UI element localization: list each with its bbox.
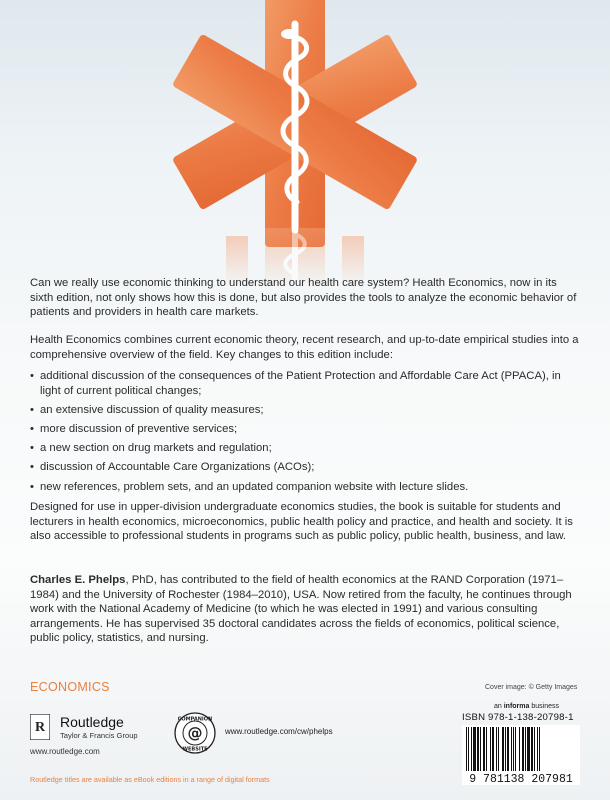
changes-list — [30, 369, 580, 494]
barcode-bar — [537, 727, 538, 771]
barcode-bars — [462, 725, 580, 785]
barcode-digits: 9 781138 207981 — [469, 773, 573, 785]
changes-list-wrap — [30, 369, 580, 499]
author-name: Charles E. Phelps — [30, 574, 126, 586]
barcode-bar — [513, 727, 514, 771]
barcode-bar — [539, 727, 540, 771]
barcode-bar — [519, 727, 520, 771]
svg-text:@: @ — [187, 724, 203, 742]
list-item: • discussion of Accountable Care Organizations (ACOs); — [30, 460, 580, 475]
barcode-bar — [471, 727, 472, 771]
list-item: • new references, problem sets, and an updated companion website with lecture slides. — [30, 480, 580, 495]
barcode-bar — [496, 727, 497, 771]
routledge-logo-icon — [30, 714, 50, 740]
star-of-life-icon — [130, 0, 460, 265]
barcode-bar — [515, 727, 516, 771]
svg-text:R: R — [34, 720, 46, 735]
list-item: • more discussion of preventive services; — [30, 422, 580, 437]
publisher-name: Routledge — [60, 714, 124, 730]
companion-url[interactable]: www.routledge.com/cw/phelps — [225, 727, 333, 736]
list-item: • an extensive discussion of quality measures; — [30, 403, 580, 418]
barcode-bar — [522, 727, 524, 771]
barcode-bar — [473, 727, 476, 771]
publisher-url[interactable]: www.routledge.com — [30, 747, 100, 756]
barcode-bar — [480, 727, 481, 771]
barcode-bar — [490, 727, 491, 771]
publisher-subtitle: Taylor & Francis Group — [60, 731, 138, 740]
svg-text:WEBSITE: WEBSITE — [182, 746, 208, 753]
barcode-bar — [483, 727, 485, 771]
isbn: ISBN 978-1-138-20798-1 — [462, 712, 574, 723]
barcode-bar — [492, 727, 494, 771]
barcode-bar — [505, 727, 506, 771]
list-item: • a new section on drug markets and regulation; — [30, 441, 580, 456]
list-item: • additional discussion of the consequences of the Patient Protection and Affordable Care Act (PPACA), in light of current political changes; — [30, 369, 580, 398]
author-bio — [30, 573, 580, 646]
barcode-bar — [511, 727, 512, 771]
barcode-bar — [486, 727, 487, 771]
barcode-bar — [534, 727, 535, 771]
barcode-bar — [507, 727, 509, 771]
informa-business: an informa business — [494, 703, 559, 710]
intro-paragraph: Can we really use economic thinking to understand our health care system? Health Economics, now in its sixth edition, not only shows how this is done, but also provides the tools to analyze the economic behavior of patients and providers in health care markets. — [30, 277, 577, 319]
overview-paragraph: Health Economics combines current economic theory, recent research, and up-to-date empirical studies into a comprehensive overview of the field. Key changes to this edition include: — [30, 334, 579, 361]
barcode-bar — [525, 727, 526, 771]
barcode — [462, 725, 580, 785]
barcode-bar — [498, 727, 499, 771]
svg-text:COMPANION: COMPANION — [177, 716, 213, 723]
category-label: ECONOMICS — [30, 680, 110, 694]
barcode-bar — [531, 727, 533, 771]
cover-credit: Cover image: © Getty Images — [485, 684, 578, 691]
ebook-note: Routledge titles are available as eBook editions in a range of digital formats — [30, 775, 270, 784]
barcode-bar — [502, 727, 504, 771]
audience-paragraph: Designed for use in upper-division undergraduate economics studies, the book is suitable for students and lecturers in health economics, microeconomics, public health policy and practice, and health and society. It is also accessible to professional students in programs such as public policy, public health, business, and law. — [30, 501, 573, 543]
barcode-bar — [477, 727, 479, 771]
author-bio-text: , PhD, has contributed to the field of health economics at the RAND Corporation (1971–1984) and the University of Rochester (1984–2010), USA. Now retired from the faculty, he continues through work with the National Academy of Medicine (to which he was elected in 1991) and various consulting arrangements. He has supervised 35 doctoral candidates across the fields of economics, political science, public policy, statistics, and nursing. — [30, 574, 572, 645]
barcode-bar — [468, 727, 469, 771]
companion-website-icon — [174, 712, 216, 754]
barcode-bar — [466, 727, 467, 771]
barcode-bar — [527, 727, 530, 771]
